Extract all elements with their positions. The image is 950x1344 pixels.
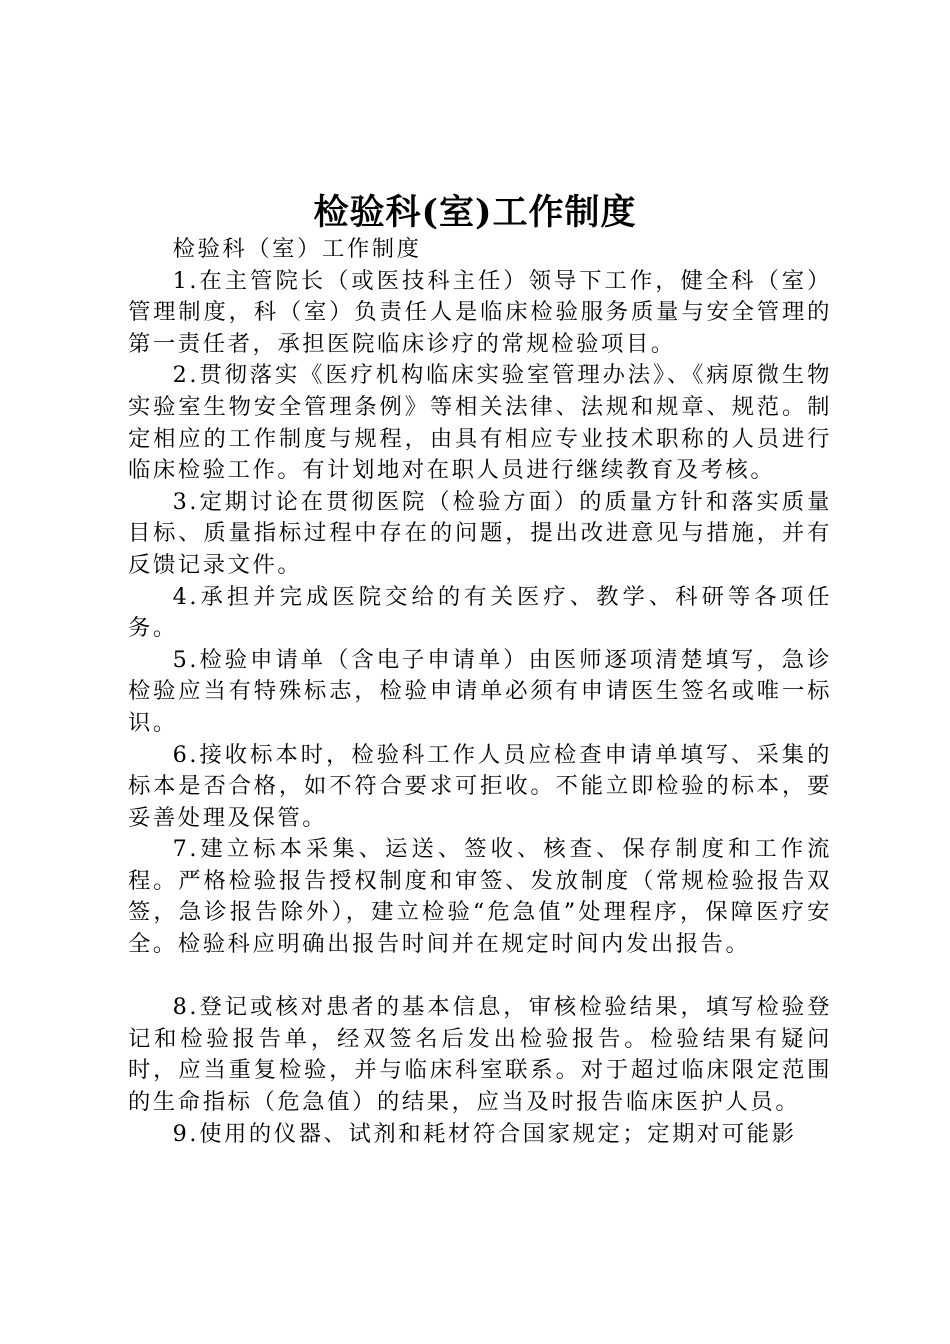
paragraph-4: 4.承担并完成医院交给的有关医疗、教学、科研等各项任务。 xyxy=(128,583,832,642)
paragraph-5: 5.检验申请单（含电子申请单）由医师逐项清楚填写，急诊检验应当有特殊标志，检验申请单必须有申请医生签名或唯一标识。 xyxy=(128,646,832,736)
paragraph-6: 6.接收标本时，检验科工作人员应检查申请单填写、采集的标本是否合格，如不符合要求可拒收。不能立即检验的标本，要妥善处理及保管。 xyxy=(128,741,832,831)
document-body xyxy=(128,234,832,1150)
paragraph-1: 1.在主管院长（或医技科主任）领导下工作，健全科（室）管理制度，科（室）负责任人是临床检验服务质量与安全管理的第一责任者，承担医院临床诊疗的常规检验项目。 xyxy=(128,267,832,357)
paragraph-3: 3.定期讨论在贯彻医院（检验方面）的质量方针和落实质量目标、质量指标过程中存在的问题，提出改进意见与措施，并有反馈记录文件。 xyxy=(128,488,832,578)
document-subtitle: 检验科（室）工作制度 xyxy=(172,236,422,262)
paragraph-7: 7.建立标本采集、运送、签收、核查、保存制度和工作流程。严格检验报告授权制度和审签、发放制度（常规检验报告双签，急诊报告除外），建立检验“危急值”处理程序，保障医疗安全。检验科应明确出报告时间并在规定时间内发出报告。 xyxy=(128,836,832,958)
paragraph-2: 2.贯彻落实《医疗机构临床实验室管理办法》、《病原微生物实验室生物安全管理条例》等相关法律、法规和规章、规范。制定相应的工作制度与规程，由具有相应专业技术职称的人员进行临床检验工作。有计划地对在职人员进行继续教育及考核。 xyxy=(128,362,832,484)
document-title: 检验科(室)工作制度 xyxy=(313,192,637,233)
paragraph-8: 8.登记或核对患者的基本信息，审核检验结果，填写检验登记和检验报告单，经双签名后发出检验报告。检验结果有疑问时，应当重复检验，并与临床科室联系。对于超过临床限定范围的生命指标（危急值）的结果，应当及时报告临床医护人员。 xyxy=(128,994,832,1116)
paragraph-9: 9.使用的仪器、试剂和耗材符合国家规定；定期对可能影 xyxy=(172,1120,797,1147)
